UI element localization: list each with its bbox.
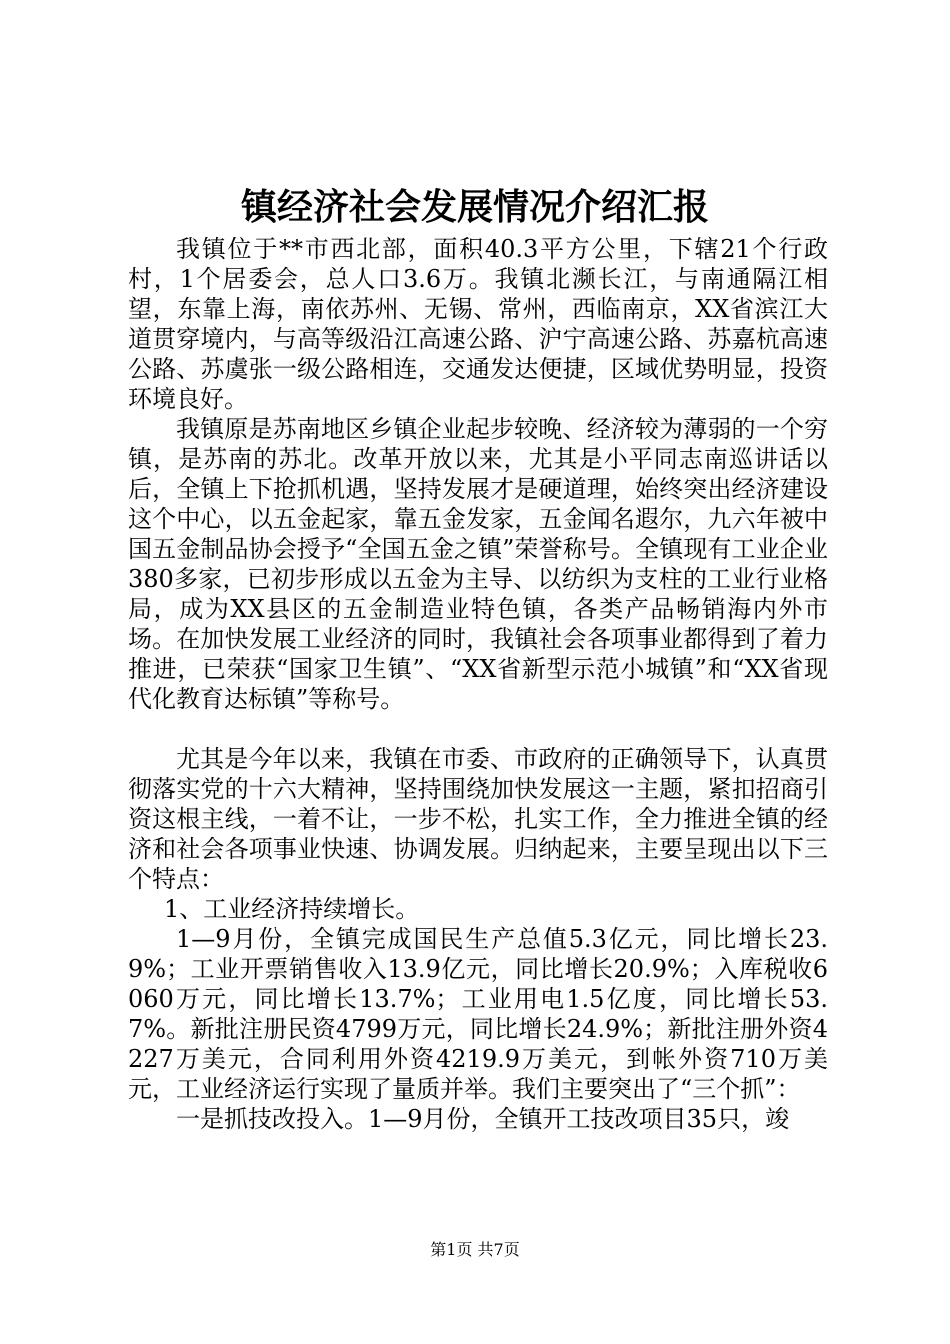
paragraph-history: 我镇原是苏南地区乡镇企业起步较晚、经济较为薄弱的一个穷镇，是苏南的苏北。改革开放以来，尤其是小平同志南巡讲话以后，全镇上下抢抓机遇，坚持发展才是硬道理，始终突出经济建设这个中心，以五金起家，靠五金发家，五金闻名遐尔，九六年被中国五金制品协会授予“全国五金之镇”荣誉称号。全镇现有工业企业380多家，已初步形成以五金为主导、以纺织为支柱的工业行业格局，成为XX县区的五金制造业特色镇，各类产品畅销海内外市场。在加快发展工业经济的同时，我镇社会各项事业都得到了着力推进，已荣获“国家卫生镇”、“XX省新型示范小城镇”和“XX省现代化教育达标镇”等称号。 [128, 415, 828, 713]
document-title: 镇经济社会发展情况介绍汇报 [240, 186, 709, 228]
list-item-industrial-growth: 1、工业经济持续增长。 [164, 895, 420, 923]
paragraph-statistics: 1—9月份，全镇完成国民生产总值5.3亿元，同比增长23.9%；工业开票销售收入13.9亿元，同比增长20.9%；入库税收6060万元，同比增长13.7%；工业用电1.5亿度，同比增长53.7%。新批注册民资4799万元，同比增长24.9%；新批注册外资4227万美元，合同利用外资4219.9万美元，到帐外资710万美元，工业经济运行实现了量质并举。我们主要突出了“三个抓”： [128, 925, 828, 1103]
paragraph-tech-investment: 一是抓技改投入。1—9月份，全镇开工技改项目35只，竣 [176, 1105, 790, 1133]
paragraph-this-year: 尤其是今年以来，我镇在市委、市政府的正确领导下，认真贯彻落实党的十六大精神，坚持围绕加快发展这一主题，紧扣招商引资这根主线，一着不让，一步不松，扎实工作，全力推进全镇的经济和社会各项事业快速、协调发展。归纳起来，主要呈现出以下三个特点： [128, 745, 828, 893]
page-footer: 第1页 共7页 [430, 1240, 520, 1259]
paragraph-location: 我镇位于**市西北部，面积40.3平方公里，下辖21个行政村，1个居委会，总人口3.6万。我镇北濒长江，与南通隔江相望，东靠上海，南依苏州、无锡、常州，西临南京，XX省滨江大道贯穿境内，与高等级沿江高速公路、沪宁高速公路、苏嘉杭高速公路、苏虞张一级公路相连，交通发达便捷，区域优势明显，投资环境良好。 [128, 235, 828, 413]
document-body [128, 234, 828, 1134]
